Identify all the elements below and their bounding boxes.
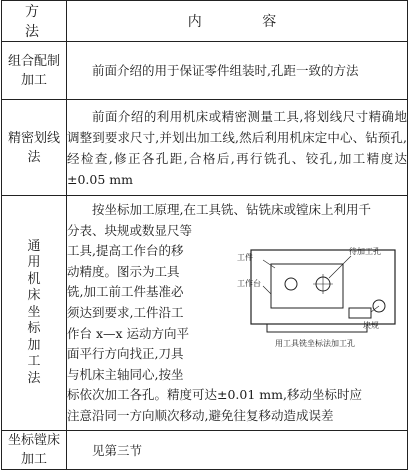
table-row [2,42,408,100]
row-content-combined-fitting: 前面介绍的用于保证零件组装时,孔距一致的方法 [67,42,408,100]
table-row [2,431,408,470]
row-content-precision-scribing: 前面介绍的利用机床或精密测量工具,将划线尺寸精确地调整到要求尺寸,并划出加工线,然后利用机床定中心、钻预孔,经检查,修正各孔距,合格后,再行铣孔、铰孔,加工精度达±0.05 mm [67,100,408,196]
label-gauge-block: 块规 [363,321,379,330]
table-header-row [2,1,408,42]
workpiece-shape [271,264,343,308]
leader-table [263,286,271,294]
figure-drawing [237,242,397,352]
label-hole: 待加工孔 [349,247,381,256]
leader-hole [329,256,351,278]
tool-mill-coordinate-figure [237,242,397,352]
label-workpiece: 工件 [237,253,253,262]
row-method-combined-fitting: 组合配制加工 [2,42,67,100]
row-content-coordinate-machining [67,196,408,431]
table-row [2,100,408,196]
row-content-coordinate-boring: 见第三节 [67,431,408,470]
method-table-sheet [1,0,407,467]
gauge-block-shape [349,308,371,318]
table-row [2,196,408,431]
label-worktable: 工作台 [237,279,261,288]
machine-base [267,324,367,332]
row-method-precision-scribing: 精密划线法 [2,100,67,196]
figure-caption: 用工具铣坐标法加工孔 [275,339,355,348]
method-content-table [1,0,408,470]
header-content: 内 容 [67,1,408,42]
row-method-coordinate-boring: 坐标镗床加工 [2,431,67,470]
coordinate-method-text: 按坐标加工原理,在工具铣、钻铣床或镗床上利用千 分表、块规或数显尺等 工具,提高工作台的移 动精度。图示为工具 铣,加工前工件基准必 须达到要求,工件沿工 作台 x—x 运动方向平 面平行方向找正,刀具 与机床主轴同心,按坐 标依次加工各孔。精度可达±0.01 mm,移动坐标时应 注意沿同一方向顺次移动,避免往复移动造成误差 [67,202,371,423]
header-method: 方 法 [2,1,67,42]
existing-hole-icon [285,278,297,290]
row-method-coordinate-machining: 通用机床坐标加工法 [2,196,67,431]
